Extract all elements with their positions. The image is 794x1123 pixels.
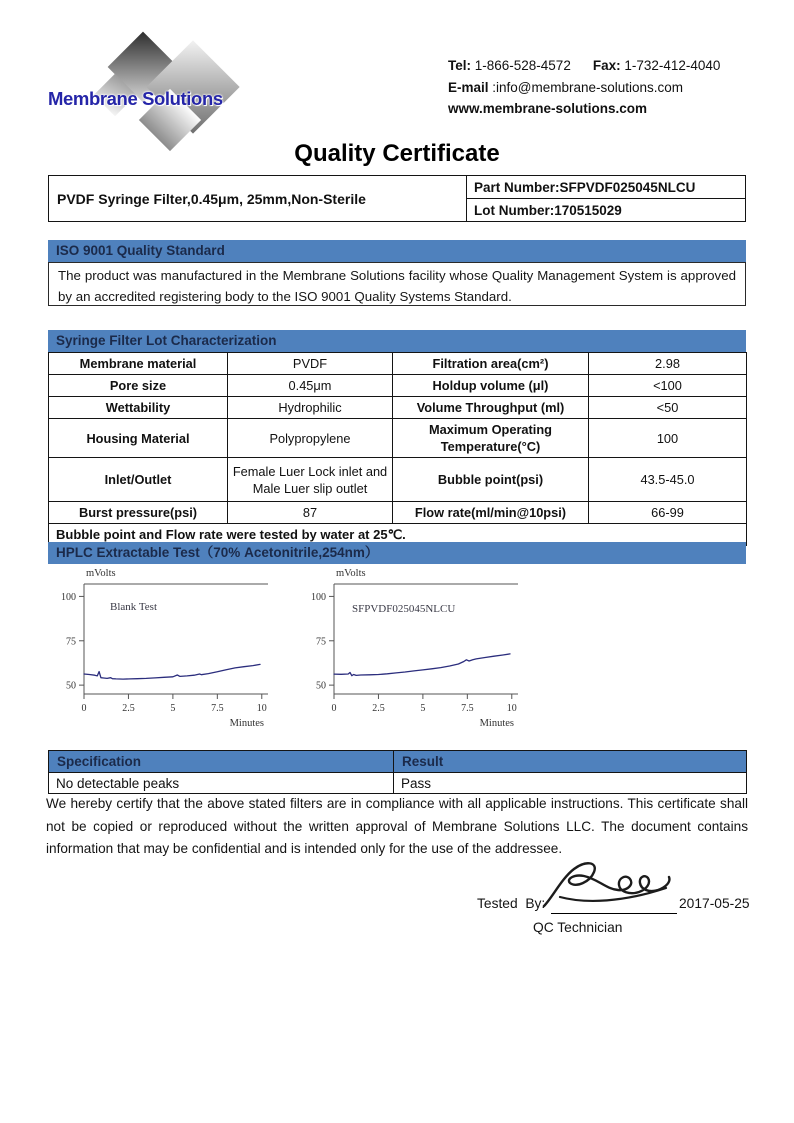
table-row	[49, 773, 747, 794]
logo	[48, 40, 248, 140]
characterization-section-header: Syringe Filter Lot Characterization	[48, 330, 746, 352]
svg-text:0: 0	[331, 703, 337, 714]
svg-text:5: 5	[420, 703, 426, 714]
tel-value: 1-866-528-4572	[471, 58, 571, 73]
svg-text:50: 50	[316, 680, 326, 692]
test-date: 2017-05-25	[679, 896, 750, 911]
part-number: Part Number:SFPVDF025045NLCU	[467, 176, 746, 199]
characterization-table	[48, 352, 747, 546]
char-value: <50	[589, 397, 747, 419]
website-value: www.membrane-solutions.com	[448, 101, 648, 116]
svg-text:2.5: 2.5	[372, 703, 385, 714]
char-value: 43.5-45.0	[589, 458, 747, 502]
char-value: 100	[589, 419, 747, 458]
email-label: E-mail	[448, 79, 493, 95]
signature-icon	[538, 856, 688, 916]
svg-text:0: 0	[81, 703, 87, 714]
svg-text:mVolts: mVolts	[86, 568, 116, 579]
char-label: Membrane material	[49, 353, 228, 375]
char-label: Filtration area(cm²)	[393, 353, 589, 375]
table-row	[49, 502, 747, 524]
iso-section-header: ISO 9001 Quality Standard	[48, 240, 746, 262]
svg-text:2.5: 2.5	[122, 703, 135, 714]
svg-text:Blank Test: Blank Test	[110, 601, 157, 613]
logo-text: Membrane Solutions	[48, 88, 223, 109]
table-row	[49, 353, 747, 375]
spec-value: No detectable peaks	[49, 773, 394, 794]
signer-role: QC Technician	[533, 920, 623, 935]
fax-value: 1-732-412-4040	[620, 58, 721, 73]
svg-text:7.5: 7.5	[211, 703, 224, 714]
result-value: Pass	[394, 773, 747, 794]
tel-label: Tel:	[448, 58, 471, 73]
svg-text:75: 75	[316, 636, 326, 648]
char-value: <100	[589, 375, 747, 397]
spec-column-header: Specification	[49, 751, 394, 773]
char-label: Volume Throughput (ml)	[393, 397, 589, 419]
lot-number: Lot Number:170515029	[467, 199, 746, 222]
svg-text:5: 5	[170, 703, 176, 714]
hplc-section-header: HPLC Extractable Test（70% Acetonitrile,254nm）	[48, 542, 746, 564]
svg-text:10: 10	[256, 703, 267, 714]
svg-text:mVolts: mVolts	[336, 568, 366, 579]
hplc-chromatogram-blank	[52, 564, 292, 732]
characterization-footnote: Bubble point and Flow rate were tested by water at 25℃.	[49, 524, 747, 546]
char-value: Polypropylene	[228, 419, 393, 458]
char-label: Inlet/Outlet	[49, 458, 228, 502]
svg-text:Minutes: Minutes	[229, 718, 264, 729]
svg-text:100: 100	[61, 591, 76, 603]
char-value: 0.45μm	[228, 375, 393, 397]
table-row	[49, 375, 747, 397]
char-value: Female Luer Lock inlet and Male Luer slip outlet	[228, 458, 393, 502]
table-row	[49, 751, 747, 773]
certification-statement: We hereby certify that the above stated filters are in compliance with all applicable instructions. This certificate shall not be copied or reproduced without the written approval of Membrane Solutions LLC. The document contains information that may be confidential and is intended only for the use of the addressee.	[46, 796, 748, 856]
spec-result-table	[48, 750, 747, 794]
char-value: 2.98	[589, 353, 747, 375]
iso-section-body: The product was manufactured in the Membrane Solutions facility whose Quality Management System is approved by an accredited registering body to the ISO 9001 Quality Systems Standard.	[48, 262, 746, 306]
char-value: PVDF	[228, 353, 393, 375]
char-label: Wettability	[49, 397, 228, 419]
char-label: Bubble point(psi)	[393, 458, 589, 502]
char-value: Hydrophilic	[228, 397, 393, 419]
char-label: Flow rate(ml/min@10psi)	[393, 502, 589, 524]
hplc-chromatogram-sample	[302, 564, 542, 732]
svg-text:Minutes: Minutes	[479, 718, 514, 729]
signature-block	[0, 894, 794, 918]
svg-text:75: 75	[66, 636, 76, 648]
svg-text:SFPVDF025045NLCU: SFPVDF025045NLCU	[352, 603, 456, 615]
contact-phone-line	[448, 55, 758, 77]
char-value: 87	[228, 502, 393, 524]
table-row	[49, 419, 747, 458]
table-row	[49, 397, 747, 419]
product-info-table	[48, 175, 746, 222]
svg-text:100: 100	[311, 591, 326, 603]
svg-text:7.5: 7.5	[461, 703, 474, 714]
contact-email-line	[448, 77, 758, 99]
char-label: Burst pressure(psi)	[49, 502, 228, 524]
contact-block	[448, 55, 758, 120]
svg-text:10: 10	[506, 703, 517, 714]
fax-label: Fax:	[592, 58, 621, 73]
tested-by-label: Tested By:	[477, 896, 546, 911]
svg-text:50: 50	[66, 680, 76, 692]
char-label: Holdup volume (μl)	[393, 375, 589, 397]
char-label: Housing Material	[49, 419, 228, 458]
result-column-header: Result	[394, 751, 747, 773]
email-value: :info@membrane-solutions.com	[492, 79, 684, 95]
char-label: Pore size	[49, 375, 228, 397]
contact-website-line	[448, 98, 758, 120]
product-description: PVDF Syringe Filter,0.45μm, 25mm,Non-Sterile	[49, 176, 467, 222]
char-value: 66-99	[589, 502, 747, 524]
char-label: Maximum Operating Temperature(°C)	[393, 419, 589, 458]
page-title: Quality Certificate	[294, 140, 500, 167]
table-row	[49, 458, 747, 502]
